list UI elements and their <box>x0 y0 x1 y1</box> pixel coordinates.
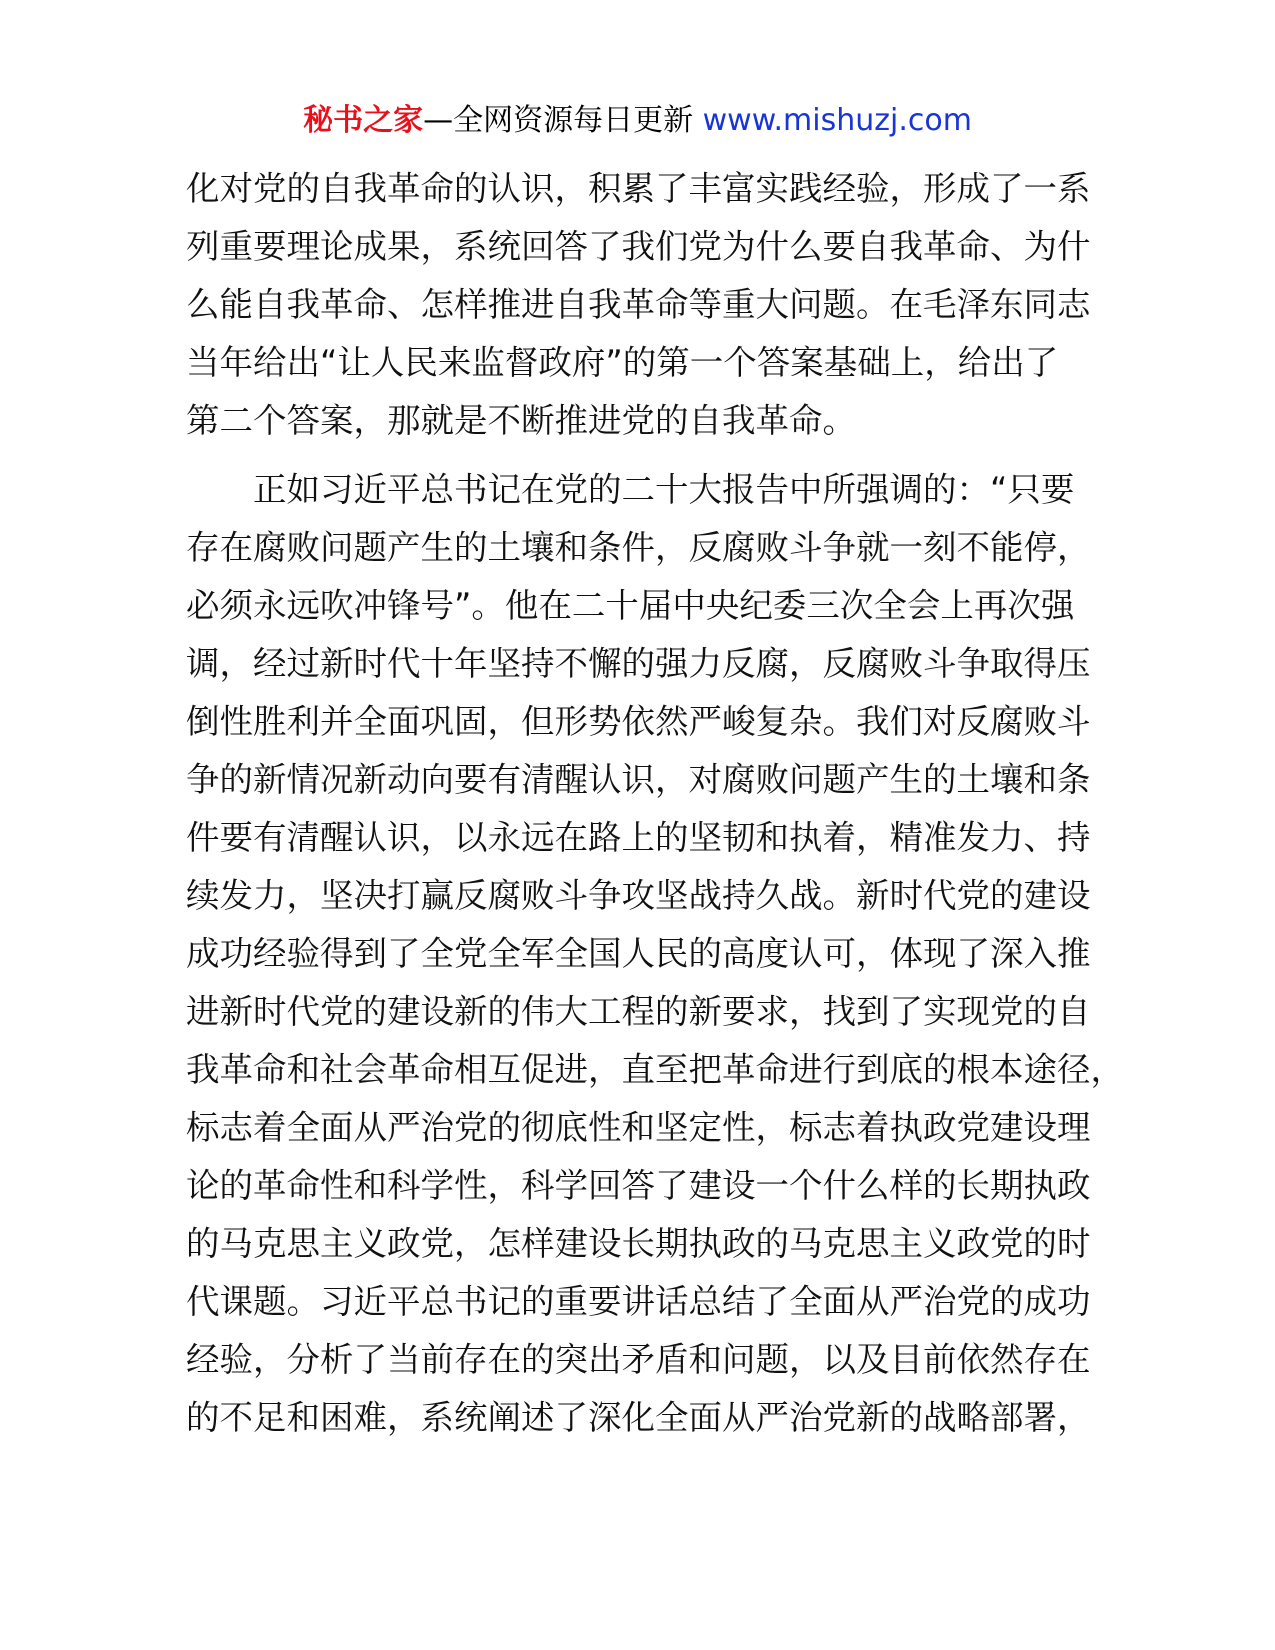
paragraph-line: 争的新情况新动向要有清醒认识，对腐败问题产生的土壤和条 <box>186 760 1091 799</box>
document-body <box>186 160 1124 1447</box>
paragraph-line: 成功经验得到了全党全军全国人民的高度认可，体现了深入推 <box>186 934 1091 973</box>
paragraph-line: 列重要理论成果，系统回答了我们党为什么要自我革命、为什 <box>186 227 1091 266</box>
paragraph-line: 续发力，坚决打赢反腐败斗争攻坚战持久战。新时代党的建设 <box>186 876 1091 915</box>
paragraph-line: 调，经过新时代十年坚持不懈的强力反腐，反腐败斗争取得压 <box>186 644 1091 683</box>
paragraph-line: 代课题。习近平总书记的重要讲话总结了全面从严治党的成功 <box>186 1282 1091 1321</box>
paragraph-line: 么能自我革命、怎样推进自我革命等重大问题。在毛泽东同志 <box>186 285 1091 324</box>
paragraph-line: 的不足和困难，系统阐述了深化全面从严治党新的战略部署， <box>186 1398 1091 1437</box>
header-tagline: —全网资源每日更新 <box>423 103 694 138</box>
paragraph-line: 我革命和社会革命相互促进，直至把革命进行到底的根本途径， <box>186 1050 1124 1089</box>
paragraph-line: 化对党的自我革命的认识，积累了丰富实践经验，形成了一系 <box>186 169 1091 208</box>
header-brand: 秘书之家 <box>303 103 424 138</box>
paragraph-line: 正如习近平总书记在党的二十大报告中所强调的：“只要 <box>253 470 1075 509</box>
paragraph-line: 存在腐败问题产生的土壤和条件，反腐败斗争就一刻不能停， <box>186 528 1091 567</box>
paragraph-line: 第二个答案，那就是不断推进党的自我革命。 <box>186 401 856 440</box>
paragraph-line: 的马克思主义政党，怎样建设长期执政的马克思主义政党的时 <box>186 1224 1091 1263</box>
paragraph-line: 件要有清醒认识，以永远在路上的坚韧和执着，精准发力、持 <box>186 818 1091 857</box>
paragraph <box>186 461 1124 1447</box>
paragraph-gap <box>186 450 1106 461</box>
paragraph-line: 标志着全面从严治党的彻底性和坚定性，标志着执政党建设理 <box>186 1108 1091 1147</box>
paragraph-line: 论的革命性和科学性，科学回答了建设一个什么样的长期执政 <box>186 1166 1091 1205</box>
paragraph-line: 必须永远吹冲锋号”。他在二十届中央纪委三次全会上再次强 <box>186 586 1075 625</box>
paragraph <box>186 160 1106 450</box>
paragraph-line: 倒性胜利并全面巩固，但形势依然严峻复杂。我们对反腐败斗 <box>186 702 1091 741</box>
paragraph-line: 进新时代党的建设新的伟大工程的新要求，找到了实现党的自 <box>186 992 1091 1031</box>
paragraph-line: 当年给出“让人民来监督政府”的第一个答案基础上，给出了 <box>186 343 1059 382</box>
paragraph-line: 经验，分析了当前存在的突出矛盾和问题，以及目前依然存在 <box>186 1340 1091 1379</box>
watermark-header <box>0 101 1275 141</box>
header-site-url[interactable]: www.mishuzj.com <box>702 103 972 138</box>
